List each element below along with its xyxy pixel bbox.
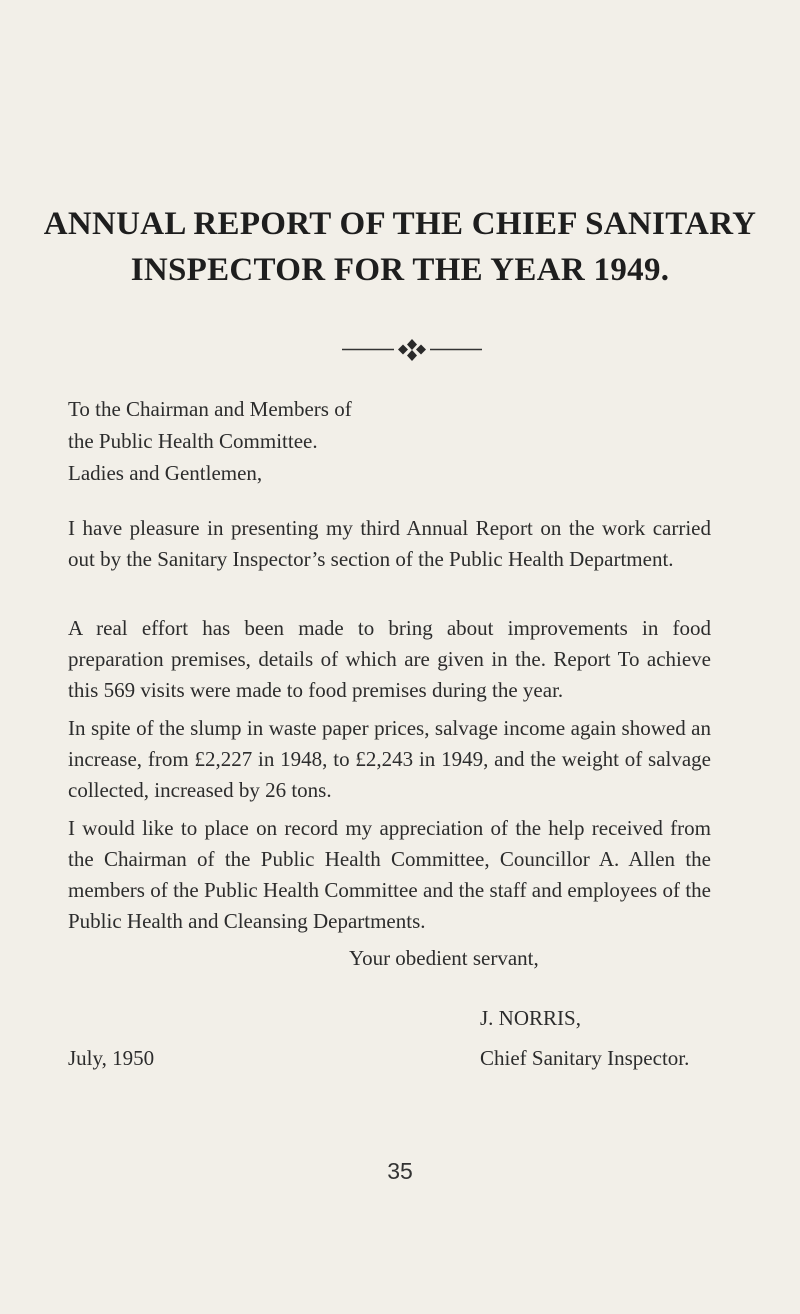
report-paragraph-1: I have pleasure in presenting my third Annual Report on the work carried out by the Sanitary Inspector’s section of the Public Health Department. [68,516,711,571]
salutation-line: To the Chairman and Members of [68,397,352,421]
report-paragraph-2: A real effort has been made to bring about improvements in food preparation premises, details of which are given in the. Report To achieve this 569 visits were made to food premises during the year. [68,616,711,702]
diamond-ornament-divider-icon [342,336,482,376]
closing-phrase: Your obedient servant, [349,946,539,970]
signatory-title: Chief Sanitary Inspector. [480,1046,690,1070]
page-number: 35 [387,1158,413,1184]
report-paragraph-4: I would like to place on record my appreciation of the help received from the Chairman of the Public Health Committee, Councillor A. Allen the members of the Public Health Committee and the staff and employees of the Public Health and Cleansing Departments. [68,816,711,933]
salutation-line: Ladies and Gentlemen, [68,461,263,485]
report-date: July, 1950 [68,1046,155,1070]
salutation-line: the Public Health Committee. [68,429,318,453]
signatory-name: J. NORRIS, [480,1006,581,1030]
report-paragraph-3: In spite of the slump in waste paper prices, salvage income again showed an increase, from £2,227 in 1948, to £2,243 in 1949, and the weight of salvage collected, increased by 26 tons. [68,716,711,802]
salutation-block [68,393,352,489]
report-title-line-1: ANNUAL REPORT OF THE CHIEF SANITARY [43,206,757,242]
report-title-line-2: INSPECTOR FOR THE YEAR 1949. [130,252,670,288]
